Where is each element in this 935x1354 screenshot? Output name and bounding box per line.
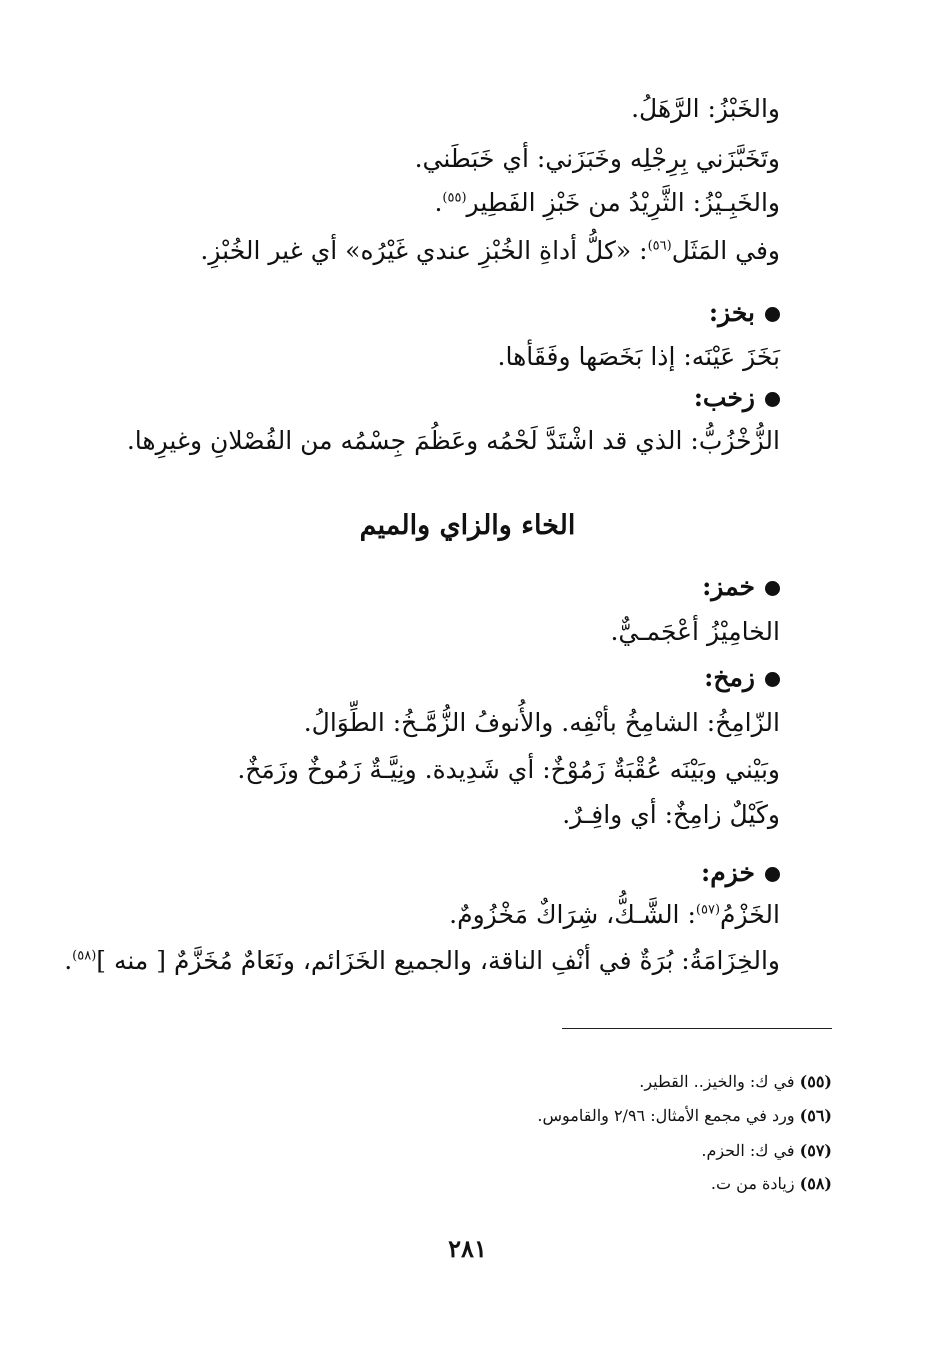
- footnote: [639, 1071, 832, 1093]
- text-line: [562, 798, 780, 832]
- entry-heading: [701, 856, 780, 890]
- text-line: [304, 706, 780, 740]
- bullet-icon: [765, 392, 780, 407]
- heading-text: زخب:: [693, 383, 755, 412]
- footnote-ref[interactable]: (٥٨): [72, 948, 97, 964]
- footnote-divider: [562, 1028, 832, 1029]
- text-span: الخامِيْزُ أعْجَمـيٌّ.: [610, 617, 780, 646]
- footnote-number: (٥٨): [799, 1174, 832, 1193]
- heading-text: خمز:: [702, 572, 755, 601]
- text-span: : الشَّـكُّ، شِرَاكٌ مَخْزُومٌ.: [449, 900, 696, 929]
- footnote-number: (٥٥): [799, 1072, 832, 1091]
- footnote-text: زيادة من ت.: [710, 1174, 795, 1193]
- text-line: [434, 186, 780, 220]
- text-span: والخَبْزُ: الرَّهَلُ.: [631, 94, 780, 123]
- text-span: والخِزَامَةُ: بُرَةٌ في أنْفِ الناقة، والجميع الخَزَائم، ونَعَامٌ مُخَزَّمٌ [ منه ]: [96, 946, 780, 975]
- bullet-icon: [765, 581, 780, 596]
- text-span: الخَزْمُ: [720, 900, 780, 929]
- heading-text: زمخ:: [704, 663, 755, 692]
- footnote: [701, 1140, 832, 1162]
- entry-heading: [709, 296, 780, 330]
- text-span: .: [64, 946, 73, 975]
- heading-text: بخز:: [708, 298, 755, 327]
- text-line: [449, 898, 780, 932]
- bullet-icon: [765, 672, 780, 687]
- section-title: الخاء والزاي والميم: [359, 510, 576, 541]
- footnote-number: (٥٦): [799, 1106, 832, 1125]
- text-line: [127, 424, 780, 458]
- text-span: : «كلُّ أداةِ الخُبْزِ عندي غَيْرُه» أي غير الخُبْزِ.: [200, 236, 648, 265]
- text-span: وبَيْني وبَيْنَه عُقْبَةٌ زَمُوْخٌ: أي شَدِيدة. ونِيَّـةٌ زَمُوخٌ وزَمَخٌ.: [237, 755, 780, 784]
- text-line: [237, 753, 780, 787]
- footnote-text: في ك: والخيز.. القطير.: [639, 1072, 795, 1091]
- footnote-ref[interactable]: (٥٥): [442, 190, 467, 206]
- footnote-ref[interactable]: (٥٦): [647, 238, 672, 254]
- text-line: [415, 142, 780, 176]
- entry-heading: [694, 381, 780, 415]
- text-span: والخَبِـيْزُ: الثَّرِيْدُ من خَبْزِ الفَطِير: [466, 188, 780, 217]
- text-span: الزّامِخُ: الشامِخُ بأنْفِه. والأُنوفُ الزُّمَّـخُ: الطِّوَالُ.: [303, 708, 780, 737]
- footnote-text: في ك: الحزم.: [701, 1141, 795, 1160]
- text-line: [200, 234, 780, 268]
- text-span: .: [434, 188, 443, 217]
- heading-text: خزم:: [701, 858, 755, 887]
- footnote: [711, 1173, 832, 1195]
- text-line: [631, 92, 780, 126]
- entry-heading: [702, 570, 780, 604]
- footnote-ref[interactable]: (٥٧): [695, 902, 721, 918]
- footnote-number: (٥٧): [799, 1141, 832, 1160]
- text-line: [610, 615, 780, 649]
- bullet-icon: [765, 867, 780, 882]
- text-span: وكَيْلٌ زامِخٌ: أي وافِـرٌ.: [562, 800, 780, 829]
- entry-heading: [704, 661, 780, 695]
- text-line: [64, 944, 780, 978]
- text-span: وتَخَبَّزَني بِرِجْلِه وخَبَزَني: أي خَبَطَني.: [414, 144, 780, 173]
- text-span: وفي المَثَل: [671, 236, 780, 265]
- text-span: الزُّخْزُبُّ: الذي قد اشْتَدَّ لَحْمُه وعَظُمَ جِسْمُه من الفُصْلانِ وغيرِها.: [126, 426, 780, 455]
- text-line: [498, 340, 780, 374]
- footnote-text: ورد في مجمع الأمثال: ٢/٩٦ والقاموس.: [537, 1106, 795, 1125]
- bullet-icon: [765, 307, 780, 322]
- footnote: [537, 1105, 832, 1127]
- text-span: بَخَزَ عَيْنَه: إذا بَخَصَها وفَقَأها.: [497, 342, 780, 371]
- page-number: ٢٨١: [448, 1234, 487, 1263]
